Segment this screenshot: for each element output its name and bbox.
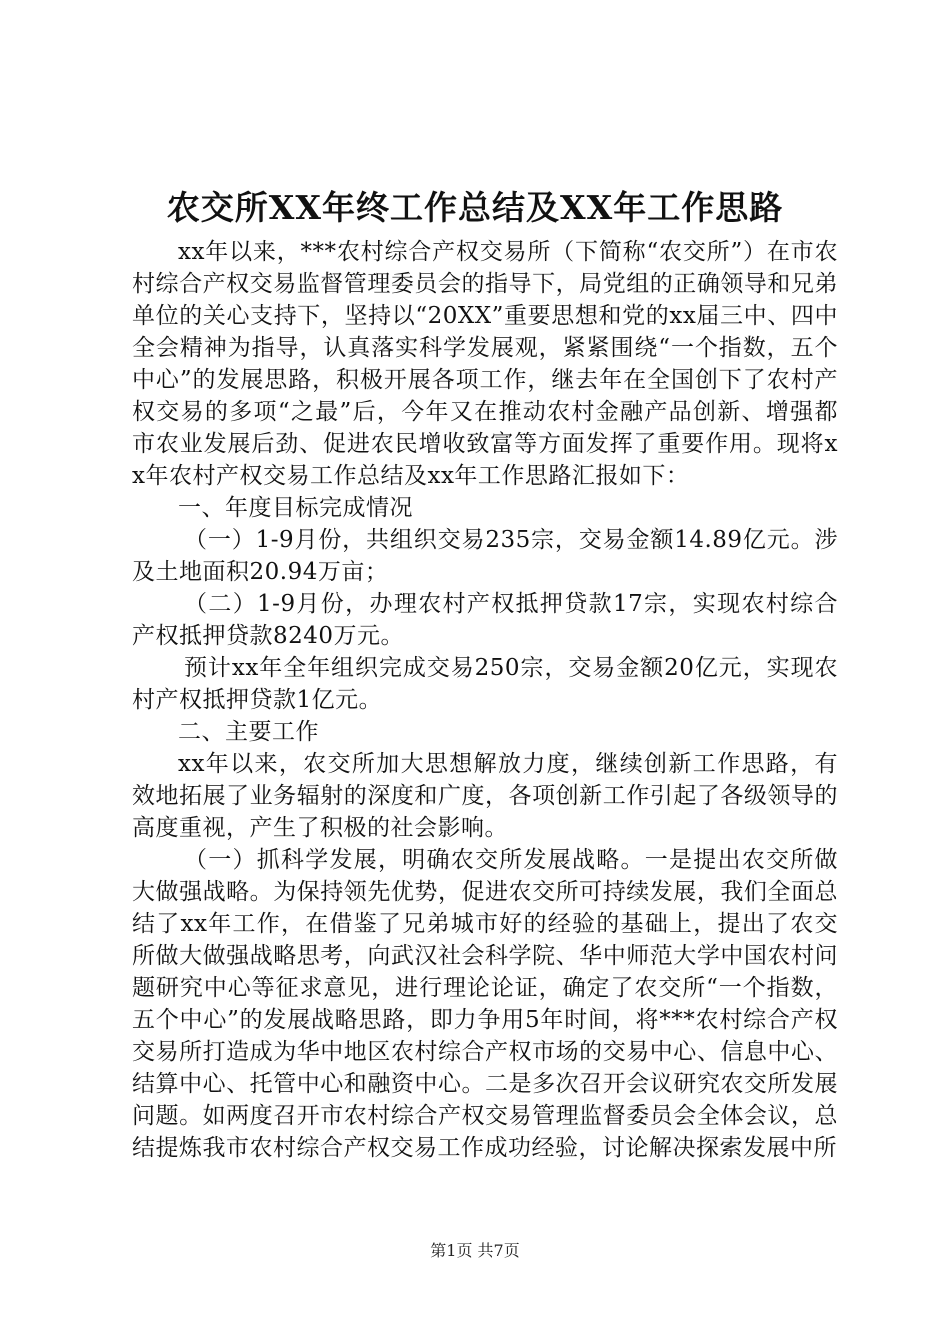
section-heading-main-work: 二、主要工作 — [178, 719, 319, 745]
page-footer: 第1页 共7页 — [430, 1241, 520, 1260]
target-item-1: （一）1-9月份，共组织交易235宗，交易金额14.89亿元。涉及土地面积20.94万亩； — [132, 527, 838, 585]
main-work-intro: xx年以来，农交所加大思想解放力度，继续创新工作思路，有效地拓展了业务辐射的深度和广度，各项创新工作引起了各级领导的高度重视，产生了积极的社会影响。 — [132, 751, 838, 841]
document-title: 农交所XX年终工作总结及XX年工作思路 — [166, 188, 784, 227]
forecast-paragraph: 预计xx年全年组织完成交易250宗，交易金额20亿元，实现农村产权抵押贷款1亿元。 — [132, 655, 838, 713]
intro-paragraph: xx年以来，***农村综合产权交易所（下简称“农交所”）在市农村综合产权交易监督管理委员会的指导下，局党组的正确领导和兄弟单位的关心支持下，坚持以“20XX”重要思想和党的xx届三中、四中全会精神为指导，认真落实科学发展观，紧紧围绕“一个指数，五个中心”的发展思路，积极开展各项工作，继去年在全国创下了农村产权交易的多项“之最”后，今年又在推动农村金融产品创新、增强都市农业发展后劲、促进农民增收致富等方面发挥了重要作用。现将xx年农村产权交易工作总结及xx年工作思路汇报如下： — [132, 239, 838, 489]
section-heading-targets: 一、年度目标完成情况 — [178, 495, 413, 521]
target-item-2: （二）1-9月份，办理农村产权抵押贷款17宗，实现农村综合产权抵押贷款8240万元。 — [132, 591, 838, 649]
main-work-item-1: （一）抓科学发展，明确农交所发展战略。一是提出农交所做大做强战略。为保持领先优势，促进农交所可持续发展，我们全面总结了xx年工作，在借鉴了兄弟城市好的经验的基础上，提出了农交所做大做强战略思考，向武汉社会科学院、华中师范大学中国农村问题研究中心等征求意见，进行理论论证，确定了农交所“一个指数，五个中心”的发展战略思路，即力争用5年时间，将***农村综合产权交易所打造成为华中地区农村综合产权市场的交易中心、信息中心、结算中心、托管中心和融资中心。二是多次召开会议研究农交所发展问题。如两度召开市农村综合产权交易管理监督委员会全体会议，总结提炼我市农村综合产权交易工作成功经验，讨论解决探索发展中所 — [132, 847, 838, 1161]
document-body — [132, 236, 838, 1164]
